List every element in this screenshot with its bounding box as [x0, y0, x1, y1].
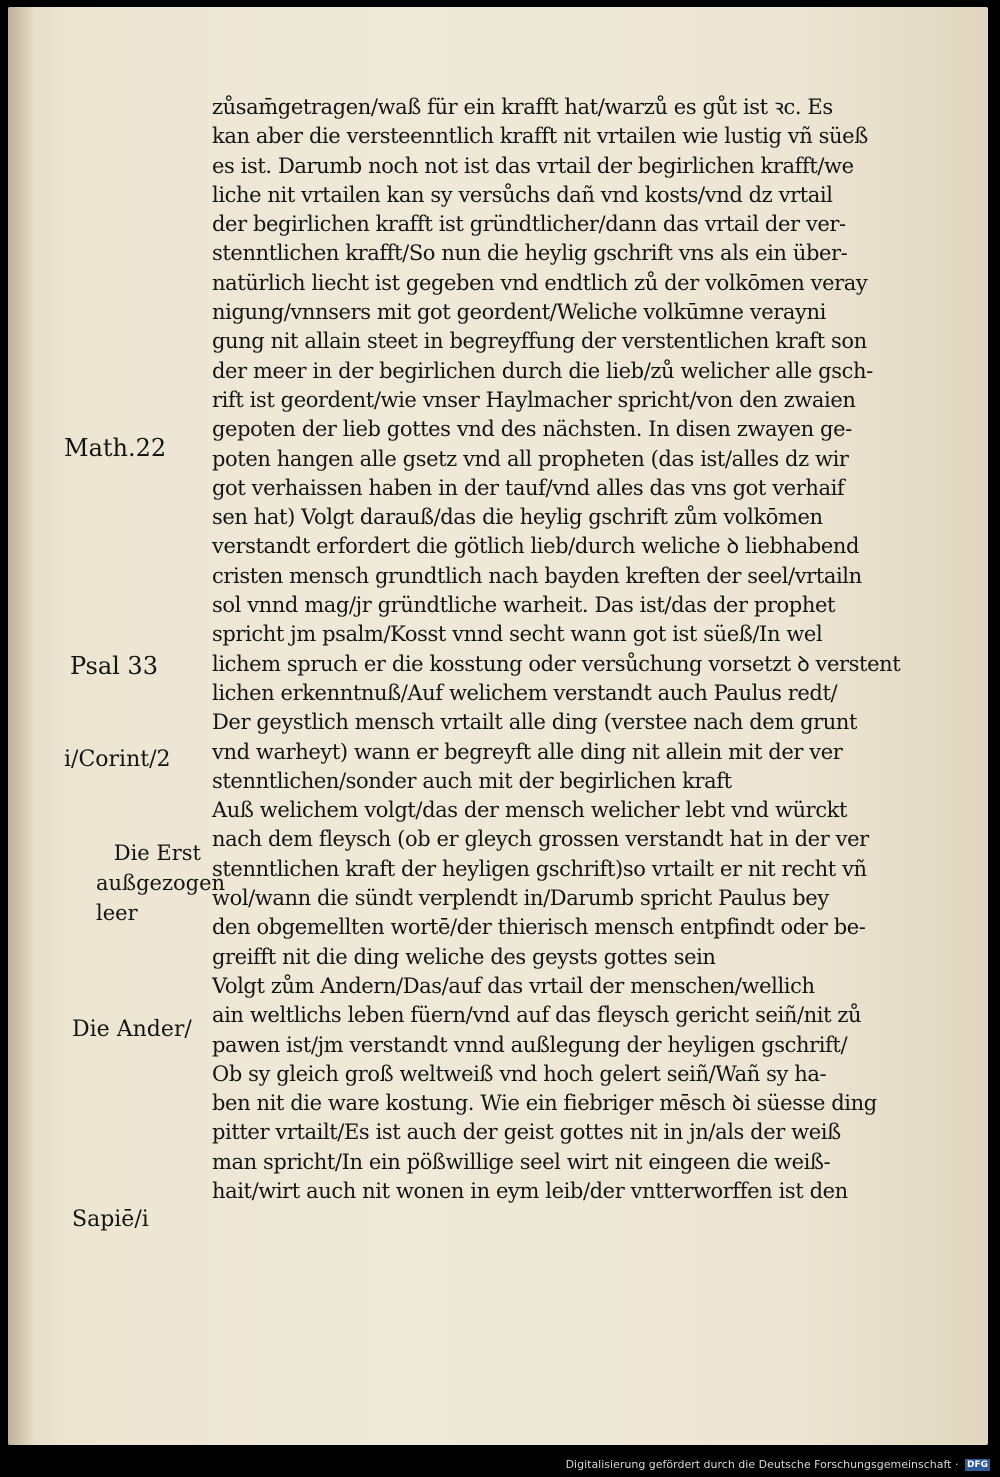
text-line: rift ist geordent/wie vnser Haylmacher spricht/von den zwaien [212, 387, 856, 412]
text-line: hait/wirt auch nit wonen in eym leib/der vntterworffen ist den [212, 1178, 848, 1203]
text-line: spricht jm psalm/Kosst vnnd secht wann got ist süeß/In wel [212, 622, 823, 647]
text-line: ain weltlichs leben füern/vnd auf das fleysch gericht seiñ/nit zů [212, 1003, 862, 1028]
margin-note-psal: Psal 33 [70, 652, 158, 680]
text-line: es ist. Darumb noch not ist das vrtail der begirlichen krafft/we [212, 153, 854, 178]
text-line: sol vnnd mag/jr gründtliche warheit. Das ist/das der prophet [212, 593, 836, 618]
text-line: sen hat) Volgt darauß/das die heylig gschrift zům volkōmen [212, 505, 823, 530]
dfg-logo: DFG [966, 1460, 988, 1470]
text-line: gung nit allain steet in begreyffung der verstentlichen kraft son [212, 329, 867, 354]
margin-note-sapie: Sapiē/i [72, 1207, 149, 1232]
text-line: man spricht/In ein pößwillige seel wirt nit eingeen die weiß- [212, 1149, 831, 1174]
margin-note-corint: i/Corint/2 [64, 747, 171, 772]
margin-note-erst-line-3: leer [96, 901, 138, 925]
text-line: nigung/vnnsers mit got geordent/Weliche volkūmne verayni [212, 300, 826, 325]
text-line: got verhaissen haben in der tauf/vnd alles das vns got verhaif [212, 475, 845, 500]
text-line: nach dem fleysch (ob er gleych grossen verstandt hat in der ver [212, 827, 869, 852]
text-line: zůsam̄getragen/waß für ein krafft hat/warzů es gůt ist ꝛc. Es [212, 95, 833, 119]
text-line: cristen mensch grundtlich nach bayden kreften der seel/vrtailn [212, 563, 862, 588]
text-line: verstandt erfordert die götlich lieb/durch weliche ꝺ liebhabend [212, 534, 860, 559]
margin-note-erst-line-2: außgezogen [96, 871, 226, 895]
text-line: stenntlichen/sonder auch mit der begirlichen kraft [212, 768, 732, 793]
text-line: Auß welichem volgt/das der mensch welicher lebt vnd würckt [212, 798, 848, 823]
margin-note-ander: Die Ander/ [72, 1017, 192, 1042]
text-line: wol/wann die sündt verplendt in/Darumb spricht Paulus bey [212, 886, 829, 911]
text-line: greifft nit die ding weliche des geysts gottes sein [212, 944, 716, 969]
text-line: kan aber die versteenntlich krafft nit vrtailen wie lustig vñ süeß [212, 124, 868, 149]
text-line: stenntlichen krafft/So nun die heylig gschrift vns als ein über- [212, 241, 848, 266]
text-line: liche nit vrtailen kan sy versůchs dañ vnd kosts/vnd dz vrtail [212, 182, 833, 207]
digitization-credit [566, 1458, 990, 1472]
text-line: pawen ist/jm verstandt vnnd außlegung der heyligen gschrift/ [212, 1032, 848, 1057]
text-line: pitter vrtailt/Es ist auch der geist gottes nit in jn/als der weiß [212, 1120, 841, 1145]
margin-note-math: Math.22 [64, 434, 167, 462]
text-line: lichen erkenntnuß/Auf welichem verstandt auch Paulus redt/ [212, 680, 838, 705]
page-gutter-shadow [8, 7, 34, 1445]
main-text-block [212, 93, 964, 1206]
text-line: der begirlichen krafft ist gründtlicher/dann das vrtail der ver- [212, 212, 846, 237]
text-line: lichem spruch er die kosstung oder versůchung vorsetzt ꝺ verstent [212, 651, 901, 676]
text-line: gepoten der lieb gottes vnd des nächsten. In disen zwayen ge- [212, 417, 852, 442]
text-line: vnd warheyt) wann er begreyft alle ding nit allein mit der ver [212, 739, 843, 764]
text-line: den obgemellten wortē/der thierisch mensch entpfindt oder be- [212, 915, 866, 940]
text-line: Volgt zům Andern/Das/auf das vrtail der menschen/wellich [212, 973, 815, 998]
margin-note-erst [96, 838, 226, 928]
text-line: poten hangen alle gsetz vnd all propheten (das ist/alles dz wir [212, 446, 849, 471]
margin-note-erst-line-1: Die Erst [113, 841, 201, 865]
text-line: der meer in der begirlichen durch die lieb/zů welicher alle gsch- [212, 358, 873, 383]
text-line: natürlich liecht ist gegeben vnd endtlich zů der volkōmen veray [212, 270, 868, 295]
text-line: Ob sy gleich groß weltweiß vnd hoch gelert seiñ/Wañ sy ha- [212, 1061, 827, 1086]
text-line: ben nit die ware kostung. Wie ein fiebriger mēsch ꝺi süesse ding [212, 1091, 877, 1116]
text-line: Der geystlich mensch vrtailt alle ding (verstee nach dem grunt [212, 710, 858, 735]
credit-text: Digitalisierung gefördert durch die Deutsche Forschungsgemeinschaft · [565, 1458, 959, 1471]
text-line: stenntlichen kraft der heyligen gschrift)so vrtailt er nit recht vñ [212, 856, 867, 881]
